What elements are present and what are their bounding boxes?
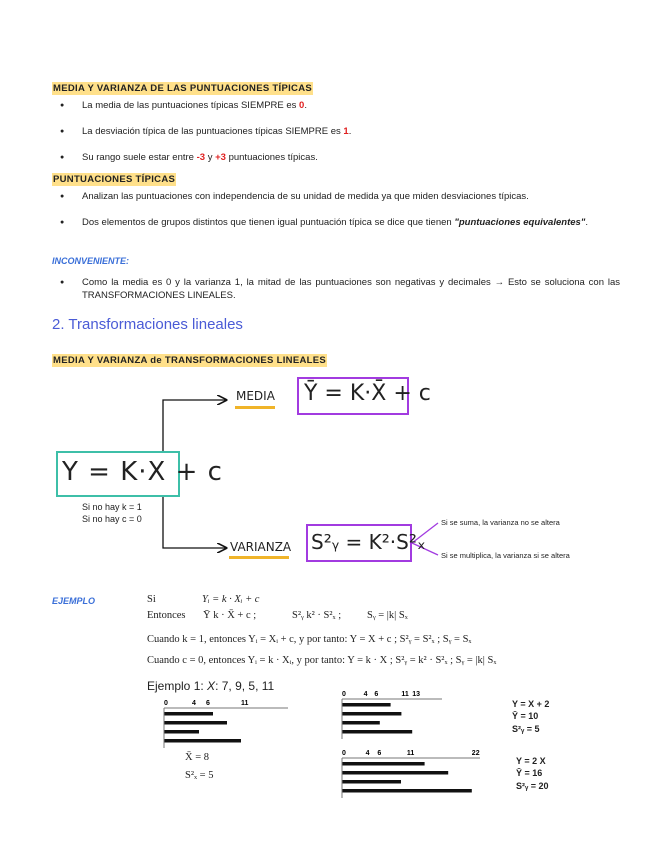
bar: [342, 712, 401, 716]
note-c: Si no hay c = 0: [82, 514, 142, 524]
bar: [342, 730, 412, 734]
list-item: ● La desviación típica de las puntuaciones típicas SIEMPRE es 1.: [60, 125, 620, 138]
main-formula: Y = K·X + c: [62, 457, 223, 487]
list-item: ● Como la media es 0 y la varianza 1, la mitad de las puntuaciones son negativas y decimales → Esto se soluciona con las TRANSFORMACIONES LINEALES.: [60, 276, 620, 302]
chart1-var: S²ₓ = 5: [185, 770, 214, 781]
bar: [164, 739, 241, 743]
tick-label: 4: [365, 750, 370, 757]
ejemplo-line2-a: Entonces: [147, 610, 186, 621]
chart3-formula: Y = 2 X: [516, 756, 546, 766]
ejemplo-label: EJEMPLO: [52, 596, 96, 606]
list-item: ● Su rango suele estar entre -3 y +3 puntuaciones típicas.: [60, 151, 620, 164]
ejemplo-line3: Cuando k = 1, entonces Yᵢ = Xᵢ + c, y por tanto: Y = X + c ; S²ᵧ = S²ₓ ; Sᵧ = Sₓ: [147, 634, 472, 645]
section1-title: MEDIA Y VARIANZA DE LAS PUNTUACIONES TÍPICAS: [53, 83, 312, 94]
section-heading: 2. Transformaciones lineales: [52, 316, 243, 333]
tick-label: 0: [164, 700, 168, 707]
bar: [342, 721, 380, 725]
tick-label: 0: [342, 750, 346, 757]
arrow-to-media: [163, 400, 226, 452]
tick-label: 4: [192, 700, 196, 707]
ejemplo-line2-d: Sᵧ = |k| Sₓ: [367, 610, 408, 621]
bar: [342, 762, 425, 766]
media-formula: Ȳ = K·X̄ + c: [304, 381, 431, 406]
ejemplo-line2-c: S²ᵧ k² · S²ₓ ;: [292, 610, 342, 621]
section2-title: PUNTUACIONES TÍPICAS: [53, 174, 176, 185]
varianza-label: VARIANZA: [230, 540, 292, 554]
branch-sum-text: Si se suma, la varianza no se altera: [441, 518, 560, 527]
branch-mult-text: Si se multiplica, la varianza si se altera: [441, 551, 570, 560]
bar: [342, 780, 401, 784]
chart2-mean: Ȳ = 10: [512, 711, 539, 721]
chart-y-sum: [338, 687, 448, 743]
tick-label: 11: [406, 750, 415, 757]
bar: [164, 721, 227, 725]
ejemplo-line2-b: Ȳ k · X̄ + c ;: [203, 610, 257, 621]
tick-label: 6: [206, 700, 210, 707]
tick-label: 11: [241, 700, 249, 707]
chart2-var: S²ᵧ = 5: [512, 724, 540, 734]
media-underline: [235, 406, 275, 409]
inconveniente-label: INCONVENIENTE:: [52, 256, 130, 266]
varianza-underline: [229, 556, 289, 559]
chart-x: [160, 696, 295, 754]
list-item: ● Analizan las puntuaciones con independencia de su unidad de medida ya que miden desviaciones típicas.: [60, 190, 620, 203]
media-label: MEDIA: [236, 389, 275, 403]
bar: [342, 789, 472, 793]
note-k: Si no hay k = 1: [82, 502, 142, 512]
ejemplo-line1-a: Si: [147, 594, 156, 605]
tick-label: 13: [412, 691, 420, 698]
bar: [342, 703, 391, 707]
chart-y-mult: [338, 746, 488, 802]
chart1-mean: X̄ = 8: [185, 752, 210, 763]
ejemplo-line4: Cuando c = 0, entonces Yᵢ = k · Xᵢ, y por tanto: Y = k · X ; S²ᵧ = k² · S²ₓ ; Sᵧ = |k| Sₓ: [147, 655, 497, 666]
ejemplo-line1-b: Yᵢ = k · Xᵢ + c: [202, 594, 260, 605]
ejemplo1-title: Ejemplo 1: X: 7, 9, 5, 11: [147, 679, 275, 693]
chart3-var: S²ᵧ = 20: [516, 781, 549, 791]
tick-label: 6: [374, 691, 379, 698]
tick-label: 22: [471, 750, 480, 757]
bar: [342, 771, 448, 775]
tick-label: 0: [342, 691, 346, 698]
tick-label: 11: [401, 691, 409, 698]
section3-title: MEDIA Y VARIANZA de TRANSFORMACIONES LINEALES: [53, 355, 327, 366]
tick-label: 4: [363, 691, 368, 698]
bar: [164, 730, 199, 734]
bar: [164, 712, 213, 716]
arrow-to-varianza: [163, 496, 226, 548]
chart2-formula: Y = X + 2: [512, 699, 550, 709]
tick-label: 6: [377, 750, 382, 757]
list-item: ● La media de las puntuaciones típicas SIEMPRE es 0.: [60, 99, 620, 112]
list-item: ● Dos elementos de grupos distintos que tienen igual puntuación típica se dice que tienen "puntuaciones equivalentes".: [60, 216, 620, 229]
chart3-mean: Ȳ = 16: [516, 768, 543, 778]
varianza-formula: S²ᵧ = K²·S²ₓ: [311, 530, 426, 554]
